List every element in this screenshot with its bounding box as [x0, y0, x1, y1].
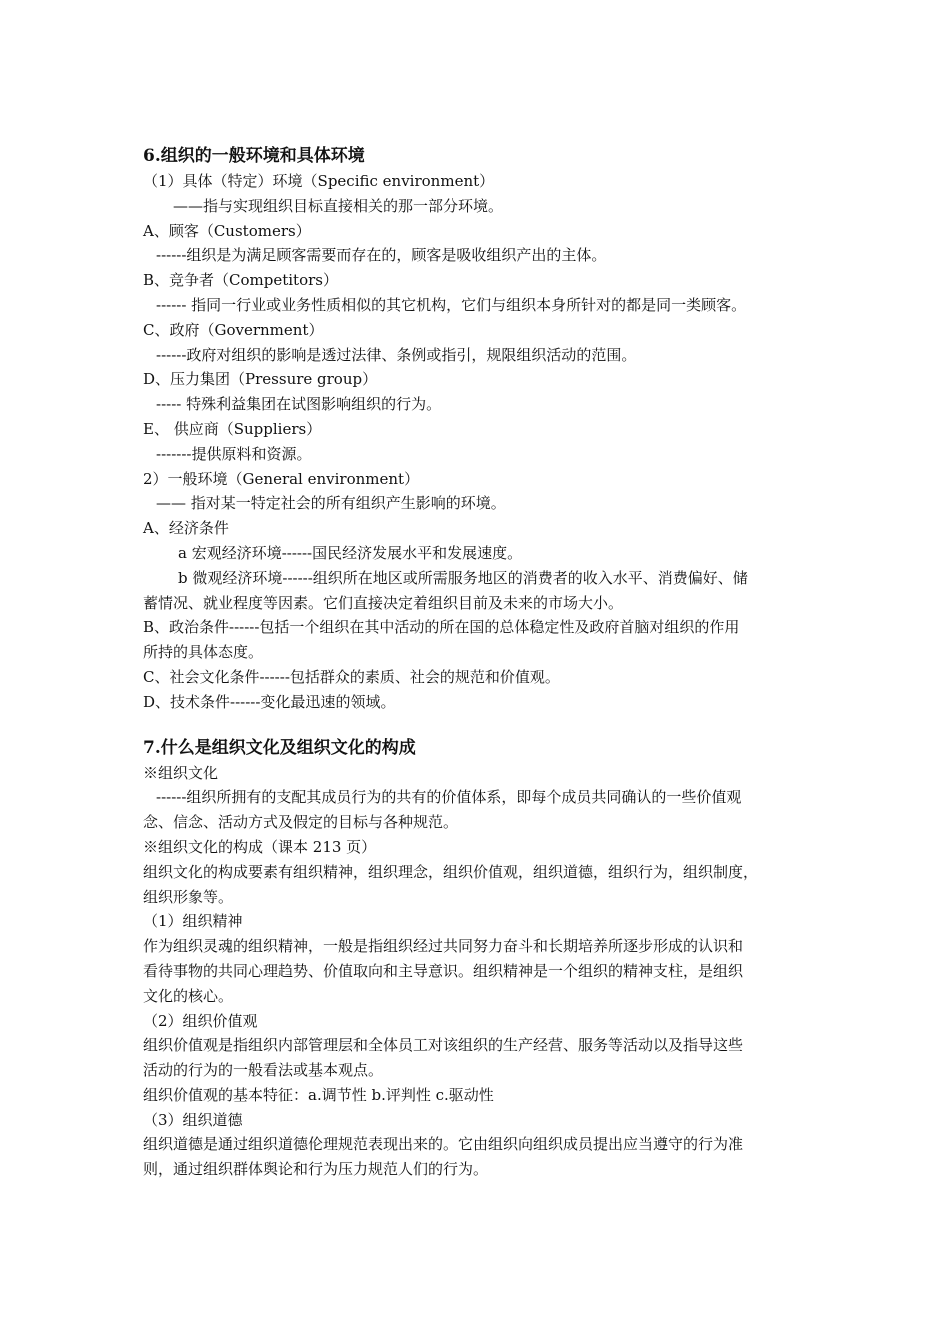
specific-environment-definition: ——指与实现组织目标直接相关的那一部分环境。	[173, 196, 504, 215]
micro-economy-text-1: b 微观经济环境------组织所在地区或所需服务地区的消费者的收入水平、消费偏好、储	[178, 568, 748, 587]
pressure-group-text: ----- 特殊利益集团在试图影响组织的行为。	[156, 395, 442, 414]
general-environment-heading: 2）一般环境（General environment）	[143, 469, 420, 488]
org-spirit-text-3: 文化的核心。	[143, 986, 234, 1005]
social-culture-text: C、社会文化条件------包括群众的素质、社会的规范和价值观。	[143, 667, 560, 686]
economic-conditions-heading: A、经济条件	[143, 519, 229, 538]
technology-text: D、技术条件------变化最迅速的领域。	[143, 692, 396, 711]
org-culture-heading: ※组织文化	[143, 763, 219, 782]
government-text: ------政府对组织的影响是透过法律、条例或指引，规限组织活动的范围。	[156, 345, 637, 364]
pressure-group-heading: D、压力集团（Pressure group）	[143, 370, 378, 389]
org-spirit-text-1: 作为组织灵魂的组织精神，一般是指组织经过共同努力奋斗和长期培养所逐步形成的认识和	[143, 937, 744, 956]
org-culture-elements-1: 组织文化的构成要素有组织精神，组织理念，组织价值观，组织道德，组织行为，组织制度，	[143, 862, 759, 881]
suppliers-text: -------提供原料和资源。	[156, 444, 312, 463]
micro-economy-text-2: 蓄情况、就业程度等因素。它们直接决定着组织目前及未来的市场大小。	[143, 593, 624, 612]
org-values-features: 组织价值观的基本特征：a.调节性 b.评判性 c.驱动性	[143, 1085, 494, 1104]
section-7-heading: 7.什么是组织文化及组织文化的构成	[143, 737, 416, 758]
customers-text: ------组织是为满足顾客需要而存在的，顾客是吸收组织产出的主体。	[156, 246, 607, 265]
org-culture-definition-2: 念、信念、活动方式及假定的目标与各种规范。	[143, 813, 459, 832]
political-conditions-text-1: B、政治条件------包括一个组织在其中活动的所在国的总体稳定性及政府首脑对组织的作用	[143, 618, 740, 637]
political-conditions-text-2: 所持的具体态度。	[143, 643, 264, 662]
org-culture-definition-1: ------组织所拥有的支配其成员行为的共有的价值体系，即每个成员共同确认的一些价值观	[156, 788, 742, 807]
section-6-heading: 6.组织的一般环境和具体环境	[143, 146, 365, 166]
specific-environment-heading: （1）具体（特定）环境（Specific environment）	[143, 172, 495, 190]
general-environment-definition: —— 指对某一特定社会的所有组织产生影响的环境。	[156, 494, 506, 513]
org-ethics-text-2: 则，通过组织群体舆论和行为压力规范人们的行为。	[143, 1160, 489, 1179]
org-ethics-heading: （3）组织道德	[143, 1110, 243, 1129]
government-heading: C、政府（Government）	[143, 320, 324, 339]
org-culture-elements-2: 组织形象等。	[143, 887, 234, 906]
document-page	[143, 143, 813, 1182]
org-spirit-text-2: 看待事物的共同心理趋势、价值取向和主导意识。组织精神是一个组织的精神支柱，是组织	[143, 961, 744, 980]
org-values-text-2: 活动的行为的一般看法或基本观点。	[143, 1061, 384, 1080]
org-ethics-text-1: 组织道德是通过组织道德伦理规范表现出来的。它由组织向组织成员提出应当遵守的行为准	[143, 1135, 744, 1154]
competitors-heading: B、竞争者（Competitors）	[143, 271, 338, 290]
org-spirit-heading: （1）组织精神	[143, 912, 243, 931]
org-culture-structure-heading: ※组织文化的构成（课本 213 页）	[143, 837, 377, 856]
macro-economy-text: a 宏观经济环境------国民经济发展水平和发展速度。	[178, 543, 523, 562]
org-values-heading: （2）组织价值观	[143, 1011, 258, 1030]
competitors-text: ------ 指同一行业或业务性质相似的其它机构，它们与组织本身所针对的都是同一类顾客。	[156, 295, 747, 314]
org-values-text-1: 组织价值观是指组织内部管理层和全体员工对该组织的生产经营、服务等活动以及指导这些	[143, 1036, 744, 1055]
suppliers-heading: E、 供应商（Suppliers）	[143, 419, 322, 438]
customers-heading: A、顾客（Customers）	[143, 221, 311, 240]
